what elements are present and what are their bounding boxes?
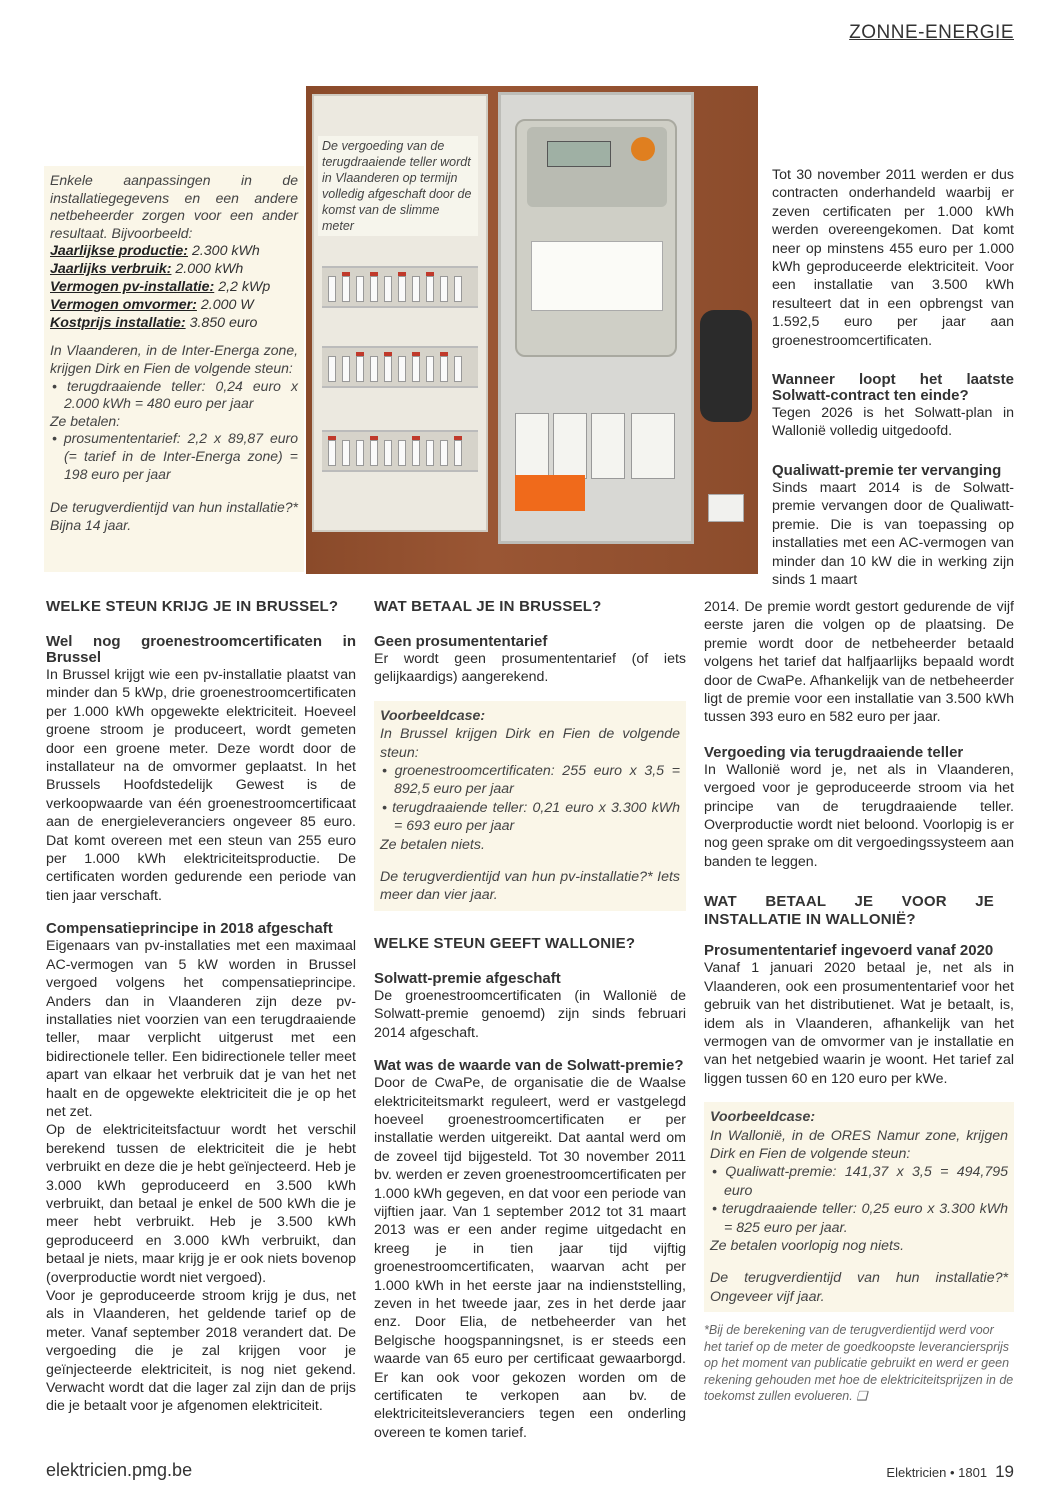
case-pay: Ze betalen niets. (380, 836, 485, 853)
paragraph: Vanaf 1 januari 2020 betaal je, net als in Vlaanderen, ook een prosumententarief voor het gebruik van het distributienet. Wat je betaalt, is, idem als in Vlaanderen, afhankelijk van het vermogen van de omvormer van je installatie en van het netgebied waarin je woont. Het tarief zal liggen tussen 60 en 120 euro per kWe. (704, 960, 1014, 1087)
section-heading: WAT BETAAL JE VOOR JE INSTALLATIE IN WALLONIË? (704, 893, 994, 929)
orange-sticker (515, 475, 585, 511)
paragraph: Voor je geproduceerde stroom krijg je dus, net als in Vlaanderen, het geldende tarief op de meter. Vanaf september 2018 verandert dat. De vergoeding die je zal krijgen voor je geïnjecteerde elektriciteit, is nog niet gekend. Verwacht wordt dat die lager zal zijn dan de prijs die je betaalt voor je afgenomen elektriciteit. (46, 1288, 356, 1415)
case-pay: Ze betalen voorlopig nog niets. (710, 1237, 905, 1254)
footnote: *Bij de berekening van de terugverdientijd werd voor het tarief op de meter de goedkoopste leveranciersprijs op het moment van publicatie gebruikt en werd er geen rekening gehouden met hoe de elektriciteitsprijzen in de toekomst zullen evolueren. ❑ (704, 1323, 1014, 1404)
main-breaker (553, 413, 587, 479)
breaker-rail (322, 266, 478, 308)
spec-line: Jaarlijkse productie: 2.300 kWh (50, 243, 260, 260)
electricity-meter (515, 119, 677, 357)
case-item: • terugdraaiende teller: 0,21 euro x 3.300 kWh = 693 euro per jaar (382, 799, 680, 835)
column-3 (704, 598, 1014, 1405)
paragraph: In Brussel krijgt wie een pv-installatie plaatst van minder dan 5 kWp, drie groenestroomcertificaten per 1.000 kWh opgewekte elektriciteit. Hoeveel groene stroom je produceert, wordt gemeten door een groene meter. Deze wordt door de installateur na de omvormer geplaatst. In het Brussels Hoofdstedelijk Gewest is de verkoopwaarde van één groenestroomcertificaat aan de energieleveranciers ongeveer 85 euro. Dat komt overeen met een steun van 255 euro per 1.000 kWh elektriciteitsproductie. De certificaten worden gedurende een periode van tien jaar verschaft. (46, 667, 356, 904)
section-heading: WAT BETAAL JE IN BRUSSEL? (374, 598, 602, 615)
paragraph: Sinds maart 2014 is de Solwatt-premie vervangen door de Qualiwatt-premie. Die is van toepassing op installaties met een AC-vermogen van minder dan 10 kW die in werking zijn sinds 1 maart (772, 479, 1014, 588)
sidebar-betalen-intro: Ze betalen: (50, 412, 121, 429)
sidebar-example-box (44, 166, 304, 572)
sidebar-steun-item: • terugdraaiende teller: 0,24 euro x 2.000 kWh = 480 euro per jaar (52, 377, 298, 412)
subheading: Vergoeding via terugdraaiende teller (704, 743, 964, 761)
issue-label: Elektricien • 1801 (886, 1465, 988, 1480)
subheading: Prosumententarief ingevoerd vanaf 2020 (704, 942, 994, 960)
meter-label (531, 241, 663, 311)
paragraph: Op de elektriciteitsfactuur wordt het verschil berekend tussen de elektriciteit die je hebt verbruikt en deze die je hebt geïnjecteerd. Heb je 3.000 kWh geproduceerd en 3.500 kWh verbruikt, dan betaal je enkel de 500 kWh die je meer hebt verbruikt. Heb je 3.500 kWh geproduceerd en 3.000 kWh verbruikt, dan betaal je niets, maar krijg je er ook niets bovenop (overproductie wordt niet vergoed). (46, 1122, 356, 1286)
sidebar-intro: Enkele aanpassingen in de installatiegegevens en een andere netbeheerder zorgen voor een ander resultaat. Bijvoorbeeld: (50, 172, 298, 241)
wall-junction-box (708, 494, 744, 522)
subheading: Wel nog groenestroomcertificaten in Brussel (46, 633, 356, 666)
example-case-box (704, 1102, 1014, 1312)
meter-display (547, 141, 611, 167)
differential-switch (631, 413, 675, 479)
example-case-box (374, 701, 686, 911)
section-label: ZONNE-ENERGIE (849, 22, 1014, 43)
paragraph: Tot 30 november 2011 werden er dus contracten onderhandeld waarbij er zeven certificaten per 1.000 kWh werden overeengekomen. Dat komt neer op minstens 455 euro per 1.000 kWh geproduceerde elektriciteit. Voor een installatie van 3.500 kWh resulteert dat in een opbrengst van 1.592,5 euro per jaar aan groenestroomcertificaten. (772, 167, 1014, 349)
paragraph: Door de CwaPe, de organisatie die de Waalse elektriciteitsmarkt reguleert, werd er vastgelegd hoeveel groenestroomcertificaten er per installatie werden uitgereikt. Dat aantal werd om de zoveel tijd bijgesteld. Tot 30 november 2011 bv. werden er zeven groenestroomcertificaten per 1.000 kWh gegeven, en dat voor een periode van vijftien jaar. Van 1 september 2012 tot 31 maart 2013 was er een ander regime uitgedacht en kreeg je in tien jaar tijd vijftig groenestroomcertificaten, waarvan acht per 1.000 kWh in het eerste jaar na indienststelling, zeven in het tweede jaar, zes in het derde jaar enz. Door Elia, de netbeheerder van het Belgische hoogspanningsnet, is er steeds een waarde van 65 euro per certificaat gewaarborgd. Er kan ook voor gekozen worden om de certificaten te verkopen aan bv. de elektriciteitsleveranciers tegen een onderling overeen te komen tarief. (374, 1075, 686, 1441)
subheading: Solwatt-premie afgeschaft (374, 969, 561, 987)
website-url: elektricien.pmg.be (46, 1460, 193, 1480)
paragraph: 2014. De premie wordt gestort gedurende de vijf eerste jaren die volgen op de plaatsing. De premie wordt door de netbeheerder betaald volgens het tarief dat halfjaarlijks bepaald wordt door de CwaPe. Afhankelijk van de netbeheerder ligt de premie voor een installatie van 3.500 kWh tussen 393 euro en 582 euro per jaar. (704, 599, 1014, 726)
section-heading: WELKE STEUN KRIJG JE IN BRUSSEL? (46, 598, 339, 615)
column-2 (374, 598, 686, 1442)
main-breaker (515, 413, 549, 479)
paragraph: In Wallonië word je, net als in Vlaanderen, vergoed voor je geproduceerde stroom via het principe van de terugdraaiende teller. Overproductie wordt niet beloond. Voorlopig is er nog geen sprake om dit vergoedingssysteem aan banden te leggen. (704, 761, 1014, 870)
photo-meter-cabinet (306, 86, 758, 574)
paragraph: Tegen 2026 is het Solwatt-plan in Wallonië volledig uitgedoofd. (772, 405, 1014, 440)
case-item: • terugdraaiende teller: 0,25 euro x 3.300 kWh = 825 euro per jaar. (712, 1201, 1008, 1236)
sidebar-betalen-item: • prosumententarief: 2,2 x 89,87 euro (= tarief in de Inter-Energa zone) = 198 euro per jaar (52, 430, 298, 482)
case-intro: In Wallonië, in de ORES Namur zone, krijgen Dirk en Fien de volgende steun: (710, 1127, 1008, 1162)
sidebar-conclusion: De terugverdientijd van hun installatie?* Bijna 14 jaar. (50, 499, 298, 533)
subheading: Compensatieprincipe in 2018 afgeschaft (46, 920, 333, 938)
sidebar-steun-intro: In Vlaanderen, in de Inter-Energa zone, krijgen Dirk en Fien de volgende steun: (50, 342, 298, 376)
spec-line: Vermogen pv-installatie: 2,2 kWp (50, 279, 271, 296)
subheading: Wanneer loopt het laatste Solwatt-contract ten einde? (772, 371, 1014, 405)
subheading: Geen prosumententarief (374, 633, 548, 650)
case-title: Voorbeeldcase: (710, 1109, 816, 1126)
section-heading: WELKE STEUN GEEFT WALLONIE? (374, 934, 636, 952)
spec-line: Jaarlijks verbruik: 2.000 kWh (50, 261, 244, 278)
paragraph: Eigenaars van pv-installaties met een maximaal AC-vermogen van 5 kW worden in Brussel vergoed volgens het compensatieprincipe. Anders dan in Vlaanderen zijn deze pv-installaties niet voorzien van een terugdraaiende teller, maar verplicht uitgerust met een bidirectionele teller. Een bidirectionele teller meet apart van elkaar het verbruik dat je van het net haalt en de opgewekte elektriciteit die je op het net zet. (46, 938, 356, 1120)
photo-caption: De vergoeding van de terugdraaiende teller wordt in Vlaanderen op termijn volledig afgeschaft door de komst van de slimme meter (318, 136, 478, 236)
paragraph: De groenestroomcertificaten (in Wallonië de Solwatt-premie genoemd) zijn sinds februari 2014 afgeschaft. (374, 987, 686, 1041)
column-right-top (772, 166, 1014, 589)
spec-line: Vermogen omvormer: 2.000 W (50, 297, 254, 314)
main-breaker (591, 413, 625, 479)
page-number: 19 (995, 1462, 1014, 1481)
cable-coil (700, 310, 752, 422)
breaker-rail (322, 430, 478, 472)
meter-box (498, 92, 694, 544)
case-item: • groenestroomcertificaten: 255 euro x 3,5 = 892,5 euro per jaar (382, 763, 680, 798)
case-intro: In Brussel krijgen Dirk en Fien de volgende steun: (380, 726, 680, 761)
case-conclusion: De terugverdientijd van hun installatie?* Ongeveer vijf jaar. (710, 1270, 1008, 1305)
meter-knob (631, 137, 655, 161)
case-item: • Qualiwatt-premie: 141,37 x 3,5 = 494,795 euro (712, 1164, 1008, 1199)
case-conclusion: De terugverdientijd van hun pv-installatie?* Iets meer dan vier jaar. (380, 869, 680, 904)
subheading: Wat was de waarde van de Solwatt-premie? (374, 1057, 684, 1075)
issue-info (886, 1462, 1014, 1482)
subheading: Qualiwatt-premie ter vervanging (772, 461, 1002, 479)
paragraph: Er wordt geen prosumententarief (of iets gelijkaardigs) aangerekend. (374, 651, 686, 686)
column-1 (46, 598, 356, 1416)
spec-line: Kostprijs installatie: 3.850 euro (50, 315, 258, 332)
breaker-rail (322, 346, 478, 388)
case-title: Voorbeeldcase: (380, 707, 486, 724)
